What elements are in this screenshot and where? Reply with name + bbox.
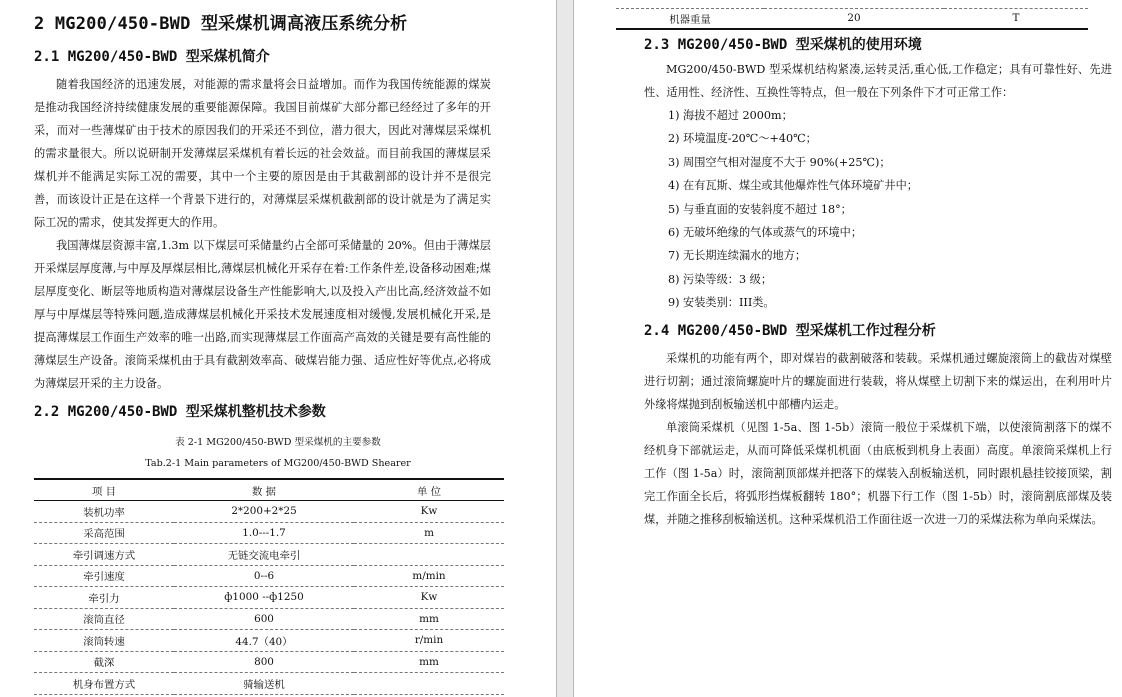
section-2-4-paragraph-2: 单滚筒采煤机（见图 1-5a、图 1-5b）滚筒一般位于采煤机下端，以使滚筒割落下的煤不经机身下部就运走，从而可降低采煤机机面（由底板到机身上表面）高度。单滚筒采煤机上行工作（图 1-5a）时，滚筒割顶部煤并把落下的煤装入刮板输送机，同时跟机悬挂铰接顶梁，割完工作面全长后，将弧形挡煤板翻转 180°；机器下行工作（图 1-5b）时，滚筒割底部煤及装煤，并随之推移刮板输送机。这种采煤机沿工作面往返一次进一刀的采煤法称为单向采煤法。 <box>644 421 1112 526</box>
section-2-1-paragraph-2: 我国薄煤层资源丰富,1.3m 以下煤层可采储量约占全部可采储量的 20%。但由于薄煤层开采煤层厚度薄,与中厚及厚煤层相比,薄煤层机械化开采存在着:工作条件差,设备移动困难;煤层厚度变化、断层等地质构造对薄煤层设备生产性能影响大,以及投入产出比高,经济效益不如厚与中厚煤层等特殊问题,造成薄煤层机械化开采技术发展速度相对缓慢,发展机械化开采,是提高薄煤层工作面生产效率的唯一出路,而实现薄煤层工作面高产高效的关键是要有高性能的薄煤层生产设备。滚筒采煤机由于具有截割效率高、破煤岩能力强、适应性好等优点,必将成为薄煤层开采的主力设备。 <box>34 239 491 390</box>
table-cell-item: 装机功率 <box>34 501 174 523</box>
table-cell-unit <box>354 544 504 566</box>
section-2-4-title: 2.4 MG200/450-BWD 型采煤机工作过程分析 <box>644 323 936 339</box>
table-cell-data: 2*200+2*25 <box>174 501 354 523</box>
table-caption-en: Tab.2-1 Main parameters of MG200/450-BWD Shearer <box>145 458 411 469</box>
table-cell-item: 机器重量 <box>616 9 764 29</box>
list-item: 1) 海拔不超过 2000m； <box>668 109 793 122</box>
page-edge-left <box>556 0 557 697</box>
table-cell-data: 无链交流电牵引 <box>174 544 354 566</box>
section-2-1-title: 2.1 MG200/450-BWD 型采煤机简介 <box>34 49 270 65</box>
table-header-row <box>34 479 504 501</box>
table-cell-data: 600 <box>174 608 354 630</box>
table-row <box>34 587 504 609</box>
list-item: 2) 环境温度-20℃～+40℃； <box>668 132 817 146</box>
table-row <box>34 608 504 630</box>
table-cell-data: 骑输送机 <box>174 673 354 695</box>
section-2-4-paragraph-1: 采煤机的功能有两个，即对煤岩的截割破落和装载。采煤机通过螺旋滚筒上的截齿对煤壁进行切割；通过滚筒螺旋叶片的螺旋面进行装载，将从煤壁上切割下来的煤运出，在利用叶片外缘将煤抛到刮板输送机中部槽内运走。 <box>644 352 1112 411</box>
table-cell-item: 截深 <box>34 651 174 673</box>
table-row <box>34 565 504 587</box>
right-page <box>574 0 1122 697</box>
table-cell-data: 44.7（40） <box>174 630 354 652</box>
environment-conditions-list <box>668 104 918 315</box>
table-row <box>34 673 504 695</box>
table-row <box>34 630 504 652</box>
parameters-table-continued <box>616 8 1088 30</box>
table-cell-unit: r/min <box>354 630 504 652</box>
table-header-item: 项 目 <box>34 479 174 501</box>
table-cell-data: 800 <box>174 651 354 673</box>
table-cell-data: ф1000 --ф1250 <box>174 587 354 609</box>
left-page <box>0 0 556 697</box>
table-cell-item: 采高范围 <box>34 522 174 544</box>
section-2-3-intro-block <box>644 58 1112 104</box>
table-cell-item: 滚筒直径 <box>34 608 174 630</box>
table-cell-unit: mm <box>354 651 504 673</box>
section-2-3-intro: MG200/450-BWD 型采煤机结构紧凑,运转灵活,重心低,工作稳定；具有可靠性好、先进性、适用性、经济性、互换性等特点，但一般在下列条件下才可正常工作： <box>644 63 1112 99</box>
table-cell-unit: m/min <box>354 565 504 587</box>
section-2-1-body <box>34 73 491 395</box>
table-caption-cn: 表 2-1 MG200/450-BWD 型采煤机的主要参数 <box>175 437 381 448</box>
table-cell-unit: m <box>354 522 504 544</box>
table-cell-item: 机身布置方式 <box>34 673 174 695</box>
table-cell-data: 0--6 <box>174 565 354 587</box>
table-row <box>34 501 504 523</box>
table-cell-unit: Kw <box>354 501 504 523</box>
table-cell-data: 1.0---1.7 <box>174 522 354 544</box>
list-item: 5) 与垂直面的安装斜度不超过 18°； <box>668 202 852 216</box>
page-gap <box>556 0 574 697</box>
table-cell-unit: Kw <box>354 587 504 609</box>
table-row <box>34 651 504 673</box>
list-item: 6) 无破坏绝缘的气体或蒸气的环境中； <box>668 225 863 239</box>
table-cell-item: 滚筒转速 <box>34 630 174 652</box>
list-item: 9) 安装类别：III类。 <box>668 296 775 310</box>
section-2-1-paragraph-1: 随着我国经济的迅速发展，对能源的需求量将会日益增加。而作为我国传统能源的煤炭是推动我国经济持续健康发展的重要能源保障。我国目前煤矿大部分都已经经过了多年的开采，而对一些薄煤矿由于技术的原因我们的开采还不到位，潜力很大，因此对薄煤层采煤机的需求量很大。所以说研制开发薄煤层采煤机有着长远的社会效益。而目前我国的薄煤层采煤机并不能满足实际工况的需要，其中一个主要的原因是由于其截割部的设计并不是很完善，而该设计正是在这样一个背景下进行的，对薄煤层采煤机截割部的设计就是为了满足实际工况的需求，使其发挥更大的作用。 <box>34 78 491 229</box>
list-item: 4) 在有瓦斯、煤尘或其他爆炸性气体环境矿井中； <box>668 179 918 193</box>
list-item: 3) 周围空气相对湿度不大于 90%(+25℃)； <box>668 155 891 169</box>
chapter-title: 2 MG200/450-BWD 型采煤机调高液压系统分析 <box>34 14 408 34</box>
table-cell-unit: mm <box>354 608 504 630</box>
list-item: 8) 污染等级：3 级； <box>668 272 773 286</box>
table-cell-unit: T <box>944 9 1088 29</box>
section-2-3-title: 2.3 MG200/450-BWD 型采煤机的使用环境 <box>644 37 922 53</box>
table-cell-unit <box>354 673 504 695</box>
list-item: 7) 无长期连续漏水的地方； <box>668 249 807 263</box>
section-2-2-title: 2.2 MG200/450-BWD 型采煤机整机技术参数 <box>34 404 326 420</box>
table-row <box>34 522 504 544</box>
parameters-table <box>34 478 504 695</box>
section-2-4-body <box>644 347 1112 531</box>
table-header-data: 数 据 <box>174 479 354 501</box>
table-cell-item: 牵引速度 <box>34 565 174 587</box>
table-row <box>616 9 1088 29</box>
table-cell-item: 牵引调速方式 <box>34 544 174 566</box>
table-row <box>34 544 504 566</box>
table-header-unit: 单 位 <box>354 479 504 501</box>
table-cell-item: 牵引力 <box>34 587 174 609</box>
table-cell-data: 20 <box>764 9 944 29</box>
